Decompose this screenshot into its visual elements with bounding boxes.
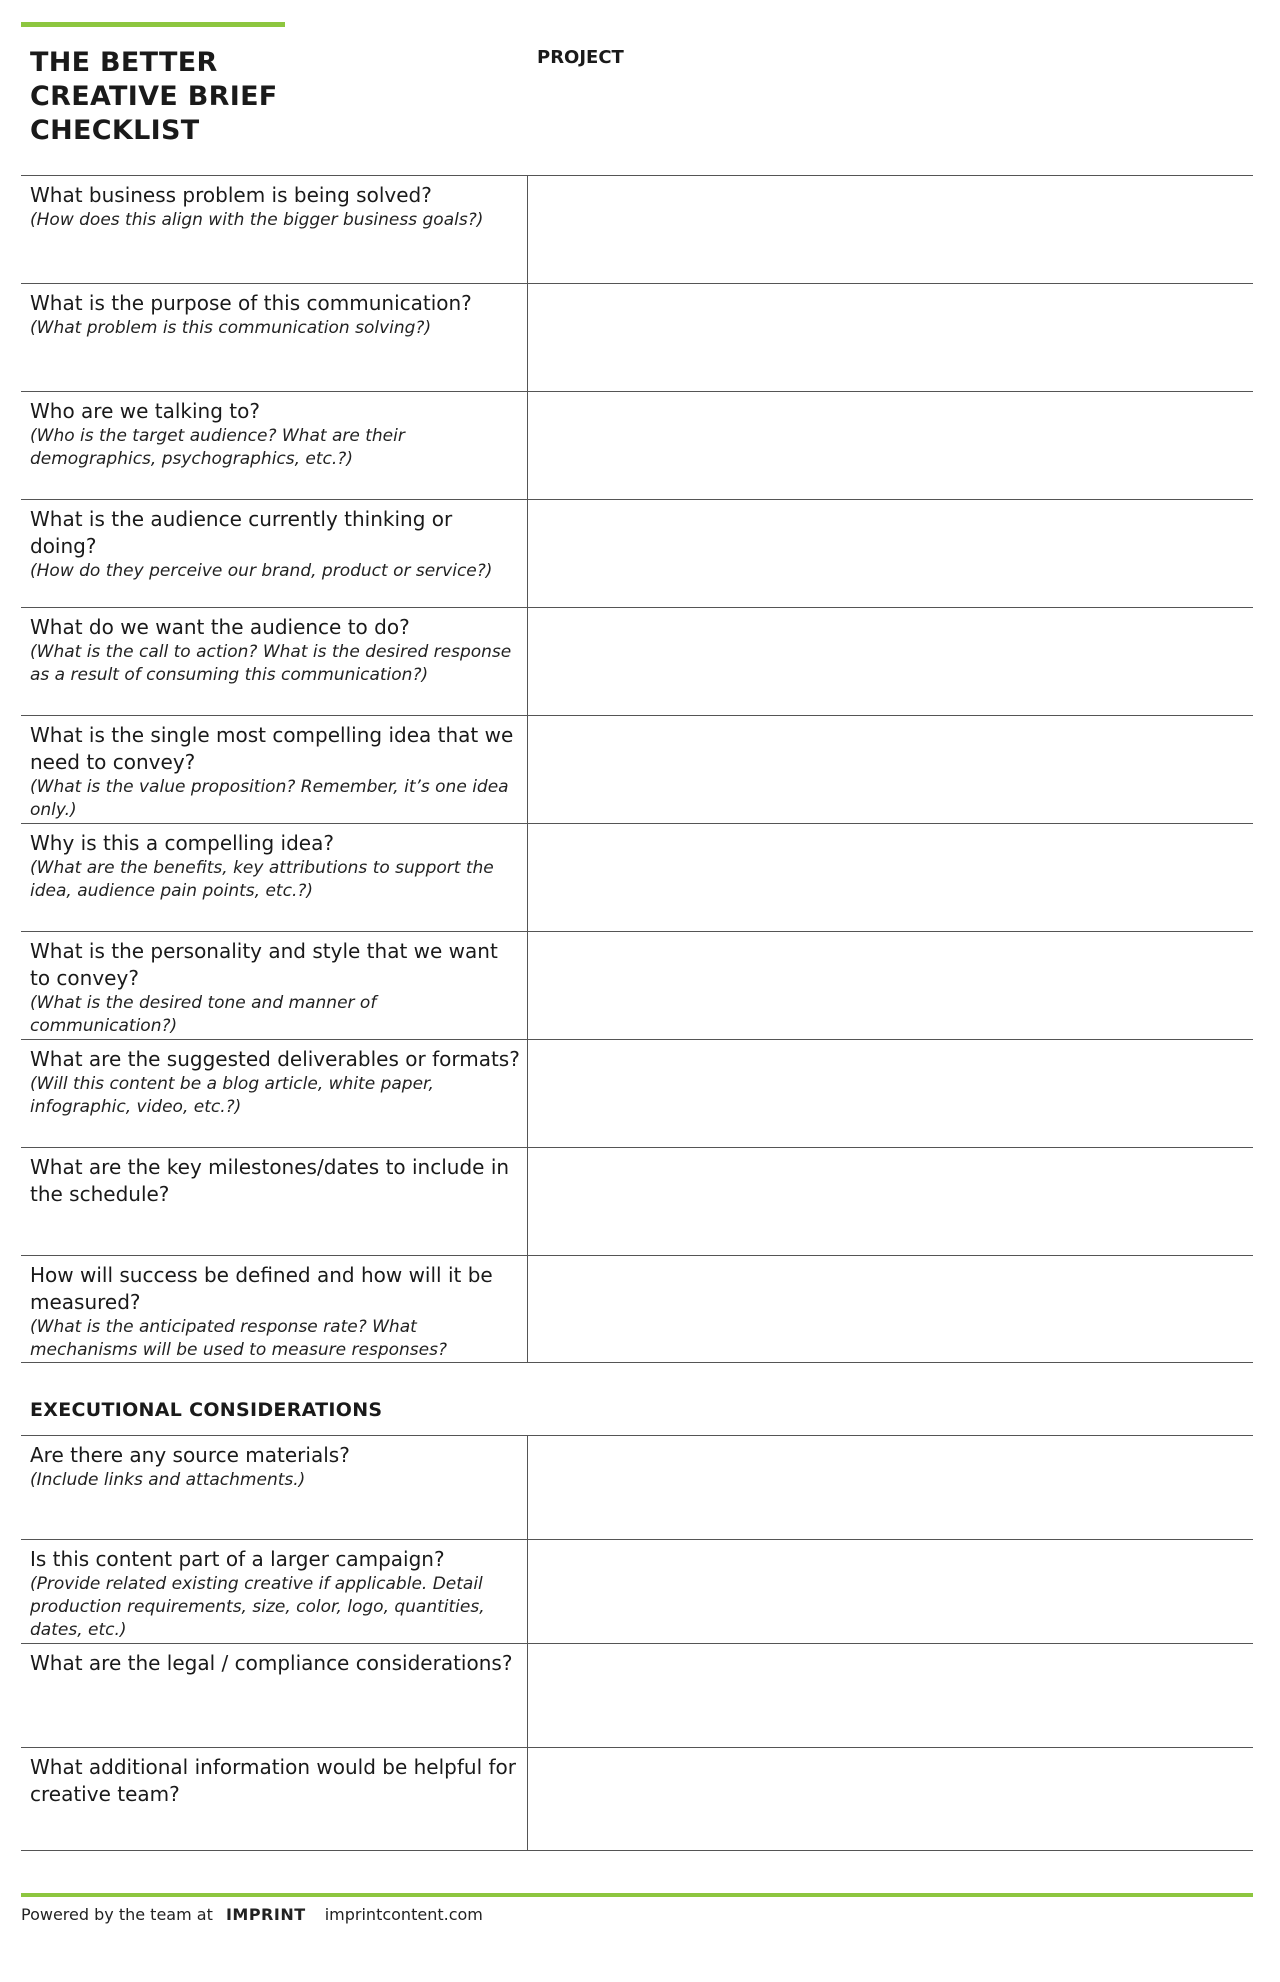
footer <box>21 1905 483 1924</box>
table-row <box>21 823 1253 931</box>
question-text: Who are we talking to? <box>30 399 260 423</box>
table-row <box>21 391 1253 499</box>
table-row <box>21 1039 1253 1147</box>
question-hint: (What is the anticipated response rate? What mechanisms will be used to measure responses? <box>30 1317 448 1360</box>
question-text: How will success be defined and how will it be measured? <box>30 1263 493 1314</box>
answer-cell[interactable] <box>528 1040 1253 1147</box>
table-row <box>21 1435 1253 1539</box>
title-line-2: CREATIVE BRIEF <box>30 81 278 112</box>
question-text: What do we want the audience to do? <box>30 615 410 639</box>
question-cell <box>21 1540 528 1643</box>
table-row <box>21 283 1253 391</box>
answer-cell[interactable] <box>528 824 1253 931</box>
footer-url[interactable]: imprintcontent.com <box>324 1905 483 1924</box>
question-cell <box>21 1148 528 1255</box>
question-text: What are the legal / compliance considerations? <box>30 1651 513 1675</box>
question-cell <box>21 932 528 1039</box>
title-line-3: CHECKLIST <box>30 115 200 146</box>
table-row <box>21 1643 1253 1747</box>
answer-cell[interactable] <box>528 392 1253 499</box>
answer-cell[interactable] <box>528 284 1253 391</box>
table-row <box>21 607 1253 715</box>
page-title <box>30 46 330 148</box>
footer-powered-by: Powered by the team at <box>21 1905 213 1924</box>
answer-cell[interactable] <box>528 1540 1253 1643</box>
table-row <box>21 1147 1253 1255</box>
question-text: What are the suggested deliverables or formats? <box>30 1047 520 1071</box>
question-hint: (How do they perceive our brand, product or service?) <box>30 561 493 581</box>
question-cell <box>21 1644 528 1747</box>
table-row <box>21 499 1253 607</box>
answer-cell[interactable] <box>528 1644 1253 1747</box>
question-cell <box>21 1040 528 1147</box>
question-cell <box>21 284 528 391</box>
table-row <box>21 1539 1253 1643</box>
question-hint: (What is the call to action? What is the desired response as a result of consuming this communication?) <box>30 642 512 685</box>
section-heading-executional: EXECUTIONAL CONSIDERATIONS <box>30 1399 383 1421</box>
answer-cell[interactable] <box>528 1256 1253 1362</box>
top-accent-bar <box>21 22 285 27</box>
question-hint: (What is the value proposition? Remember, it’s one idea only.) <box>30 777 509 820</box>
answer-cell[interactable] <box>528 176 1253 283</box>
question-text: What is the personality and style that we want to convey? <box>30 939 498 990</box>
footer-brand: IMPRINT <box>225 1905 306 1924</box>
answer-cell[interactable] <box>528 716 1253 823</box>
question-cell <box>21 500 528 607</box>
project-label: PROJECT <box>537 47 624 68</box>
question-text: Why is this a compelling idea? <box>30 831 334 855</box>
question-text: Are there any source materials? <box>30 1443 350 1467</box>
question-text: Is this content part of a larger campaign? <box>30 1547 445 1571</box>
question-hint: (How does this align with the bigger business goals?) <box>30 210 484 230</box>
question-cell <box>21 1436 528 1539</box>
answer-cell[interactable] <box>528 1436 1253 1539</box>
question-cell <box>21 1748 528 1850</box>
question-hint: (What problem is this communication solving?) <box>30 318 432 338</box>
question-hint: (Include links and attachments.) <box>30 1470 306 1490</box>
question-cell <box>21 824 528 931</box>
question-hint: (Who is the target audience? What are their demographics, psychographics, etc.?) <box>30 426 405 469</box>
checklist-table <box>21 175 1253 1363</box>
question-text: What are the key milestones/dates to include in the schedule? <box>30 1155 510 1206</box>
bottom-accent-bar <box>21 1893 1253 1897</box>
question-text: What additional information would be helpful for creative team? <box>30 1755 516 1806</box>
answer-cell[interactable] <box>528 608 1253 715</box>
question-hint: (What is the desired tone and manner of communication?) <box>30 993 377 1036</box>
answer-cell[interactable] <box>528 500 1253 607</box>
question-hint: (Provide related existing creative if applicable. Detail production requirements, size, color, logo, quantities, dates, etc.) <box>30 1574 485 1640</box>
question-text: What is the purpose of this communication? <box>30 291 472 315</box>
table-row <box>21 175 1253 283</box>
question-cell <box>21 716 528 823</box>
question-hint: (Will this content be a blog article, white paper, infographic, video, etc.?) <box>30 1074 434 1117</box>
question-cell <box>21 608 528 715</box>
question-hint: (What are the benefits, key attributions to support the idea, audience pain points, etc.?) <box>30 858 494 901</box>
answer-cell[interactable] <box>528 1148 1253 1255</box>
table-row <box>21 1255 1253 1363</box>
table-row <box>21 931 1253 1039</box>
table-row <box>21 1747 1253 1851</box>
question-text: What is the audience currently thinking or doing? <box>30 507 453 558</box>
answer-cell[interactable] <box>528 932 1253 1039</box>
answer-cell[interactable] <box>528 1748 1253 1850</box>
question-text: What is the single most compelling idea that we need to convey? <box>30 723 514 774</box>
executional-table <box>21 1435 1253 1851</box>
question-cell <box>21 176 528 283</box>
question-cell <box>21 1256 528 1362</box>
question-text: What business problem is being solved? <box>30 183 432 207</box>
title-line-1: THE BETTER <box>30 47 218 78</box>
table-row <box>21 715 1253 823</box>
question-cell <box>21 392 528 499</box>
